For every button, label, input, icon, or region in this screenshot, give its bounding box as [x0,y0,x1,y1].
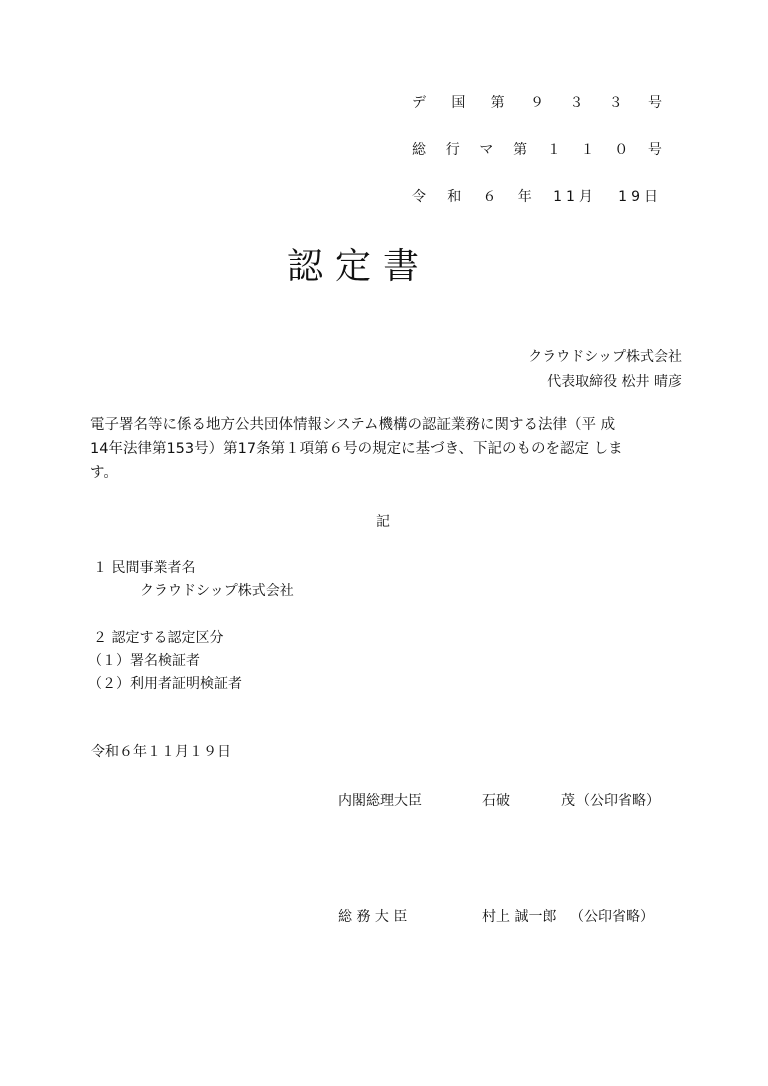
ref-char: デ [412,95,426,111]
ki-heading: 記 [376,514,390,530]
reference-number-1 [412,92,662,112]
signatory-2-title: 総 務 大 臣 [338,909,408,925]
ref-char: ６ [482,189,497,205]
document-date: 令和６年１１月１９日 [91,744,231,760]
ref-char: 11月 [553,189,597,205]
ref-char: ３ [569,95,584,111]
body-line: 電子署名等に係る地方公共団体情報システム機構の認証業務に関する法律（平 成 [90,417,616,433]
recipient-company: クラウドシップ株式会社 [528,349,682,365]
item2-entry: （１）署名検証者 [88,653,200,669]
item2-heading: ２ 認定する認定区分 [93,630,224,646]
ref-char: 号 [647,142,662,158]
signatory-1-given: 茂 [561,793,575,809]
ref-char: 号 [647,95,662,111]
document-title: 認定書 [286,246,431,287]
signatory-2-name: 村上 誠一郎 [482,909,557,925]
ref-char: 行 [445,142,460,158]
ref-char: ９ [529,95,544,111]
item2-entry: （２）利用者証明検証者 [88,676,242,692]
item1-heading: １ 民間事業者名 [93,560,196,576]
signatory-1-seal-note: （公印省略） [576,793,660,809]
ref-char: 令 [412,189,426,205]
ref-char: ３ [608,95,623,111]
ref-char: 第 [513,142,528,158]
body-paragraph [90,413,690,485]
issue-date-header [412,186,662,206]
ref-char: 和 [447,189,462,205]
ref-char: 総 [412,142,426,158]
ref-char: １ [580,142,595,158]
ref-char: 第 [490,95,505,111]
body-line: す。 [90,465,118,481]
ref-char: 国 [451,95,466,111]
reference-number-2 [412,139,662,159]
ref-char: マ [479,142,494,158]
ref-char: １ [546,142,561,158]
ref-char: 19日 [618,189,662,205]
ref-char: 年 [517,189,532,205]
ref-char: ０ [614,142,629,158]
body-line: 14年法律第153号）第17条第１項第６号の規定に基づき、下記のものを認定 しま [90,441,623,457]
signatory-1-surname: 石破 [482,793,510,809]
recipient-representative: 代表取締役 松井 晴彦 [547,374,682,390]
signatory-1-title: 内閣総理大臣 [338,793,422,809]
signatory-2-seal-note: （公印省略） [570,909,654,925]
item1-value: クラウドシップ株式会社 [140,583,294,599]
